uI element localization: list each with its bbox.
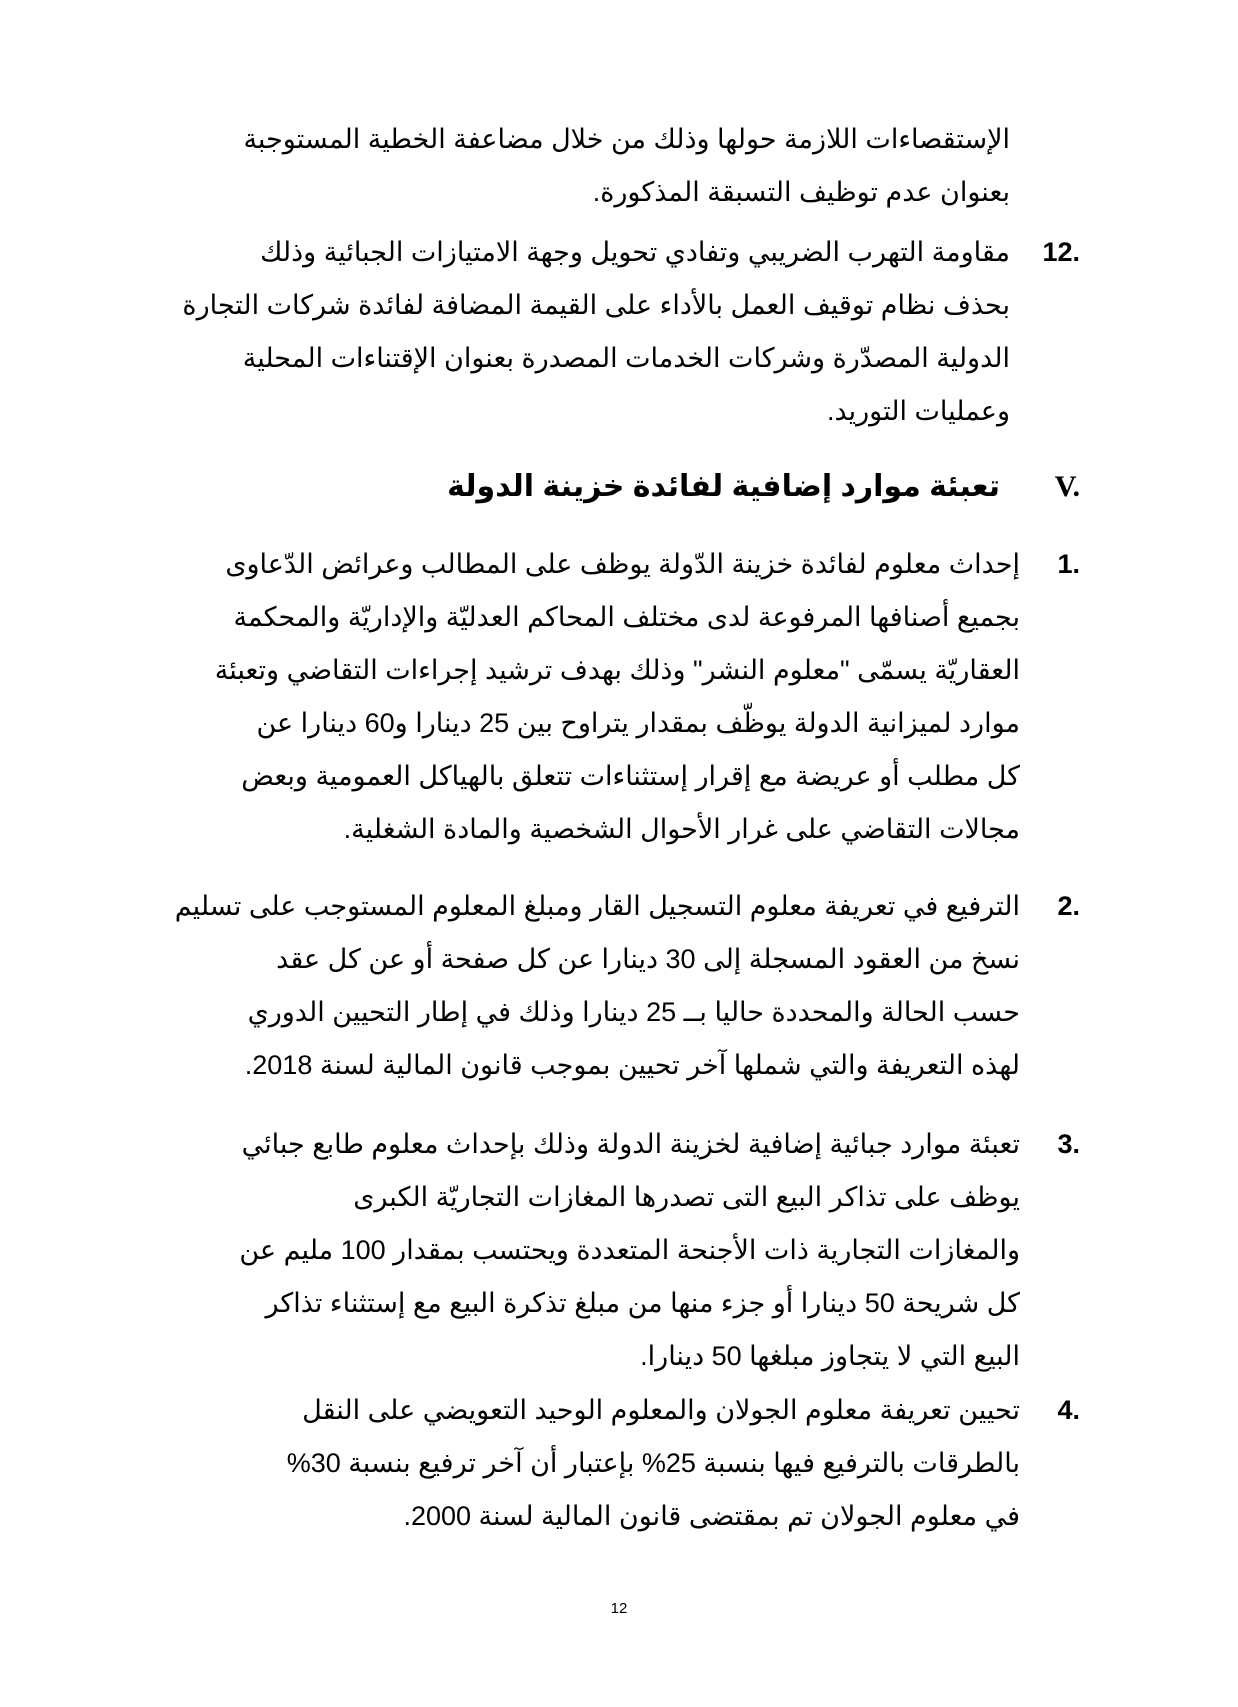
section-heading	[400, 462, 1080, 512]
text-line: بجميع أصنافها المرفوعة لدى مختلف المحاكم العدليّة والإداريّة والمحكمة	[233, 602, 1020, 632]
list-item-3	[148, 1118, 1080, 1388]
text-line: تحيين تعريفة معلوم الجولان والمعلوم الوحيد التعويضي على النقل	[302, 1395, 1020, 1425]
list-item-text	[148, 1384, 1020, 1543]
list-item-number: 2.	[1057, 891, 1080, 921]
page-number: 12	[610, 1600, 628, 1617]
intro-line: بعنوان عدم توظيف التسبقة المذكورة.	[592, 177, 1010, 207]
list-item-number: 1.	[1057, 549, 1080, 579]
text-line: بالطرقات بالترفيع فيها بنسبة 25% بإعتبار أن آخر ترفيع بنسبة 30%	[286, 1448, 1020, 1478]
text-line: وعمليات التوريد.	[826, 396, 1010, 426]
list-item-number: 3.	[1057, 1129, 1080, 1159]
text-line: كل مطلب أو عريضة مع إقرار إستثناءات تتعلق بالهياكل العمومية وبعض	[241, 761, 1020, 791]
list-item-text	[148, 1118, 1020, 1383]
text-line: حسب الحالة والمحددة حاليا بــ 25 دينارا وذلك في إطار التحيين الدوري	[247, 997, 1020, 1027]
text-line: تعبئة موارد جبائية إضافية لخزينة الدولة وذلك بإحداث معلوم طابع جبائي	[241, 1129, 1020, 1159]
section-title: تعبئة موارد إضافية لفائدة خزينة الدولة	[447, 470, 1000, 503]
text-line: كل شريحة 50 دينارا أو جزء منها من مبلغ تذكرة البيع مع إستثناء تذاكر	[265, 1288, 1020, 1318]
text-line: في معلوم الجولان تم بمقتضى قانون المالية لسنة 2000.	[403, 1501, 1020, 1531]
text-line: البيع التي لا يتجاوز مبلغها 50 دينارا.	[640, 1341, 1020, 1371]
text-line: الترفيع في تعريفة معلوم التسجيل القار ومبلغ المعلوم المستوجب على تسليم	[174, 891, 1020, 921]
list-item-text	[148, 538, 1020, 856]
text-line: الدولية المصدّرة وشركات الخدمات المصدرة بعنوان الإقتناءات المحلية	[242, 343, 1010, 373]
text-line: لهذه التعريفة والتي شملها آخر تحيين بموجب قانون المالية لسنة 2018.	[244, 1050, 1020, 1080]
text-line: موارد لميزانية الدولة يوظّف بمقدار يتراوح بين 25 دينارا و60 دينارا عن	[256, 708, 1020, 738]
section-number: V.	[1054, 470, 1080, 503]
intro-paragraph	[148, 113, 1010, 219]
text-line: إحداث معلوم لفائدة خزينة الدّولة يوظف على المطالب وعرائض الدّعاوى	[225, 549, 1020, 579]
text-line: مقاومة التهرب الضريبي وتفادي تحويل وجهة الامتيازات الجبائية وذلك	[260, 237, 1010, 267]
list-item-2	[148, 880, 1080, 1100]
list-item-text	[148, 226, 1010, 438]
text-line: بحذف نظام توقيف العمل بالأداء على القيمة المضافة لفائدة شركات التجارة	[182, 290, 1010, 320]
text-line: والمغازات التجارية ذات الأجنحة المتعددة ويحتسب بمقدار 100 مليم عن	[239, 1235, 1020, 1265]
text-line: يوظف على تذاكر البيع التى تصدرها المغازات التجاريّة الكبرى	[353, 1182, 1020, 1212]
list-item-12	[148, 226, 1080, 446]
list-item-number: 12.	[1042, 237, 1080, 267]
list-item-4	[148, 1384, 1080, 1554]
intro-line: الإستقصاءات اللازمة حولها وذلك من خلال مضاعفة الخطية المستوجبة	[243, 124, 1010, 154]
text-line: مجالات التقاضي على غرار الأحوال الشخصية والمادة الشغلية.	[343, 814, 1020, 844]
list-item-number: 4.	[1057, 1395, 1080, 1425]
list-item-1	[148, 538, 1080, 868]
list-item-text	[148, 880, 1020, 1092]
text-line: العقاريّة يسمّى "معلوم النشر" وذلك بهدف ترشيد إجراءات التقاضي وتعبئة	[214, 655, 1020, 685]
text-line: نسخ من العقود المسجلة إلى 30 دينارا عن كل صفحة أو عن كل عقد	[276, 944, 1020, 974]
